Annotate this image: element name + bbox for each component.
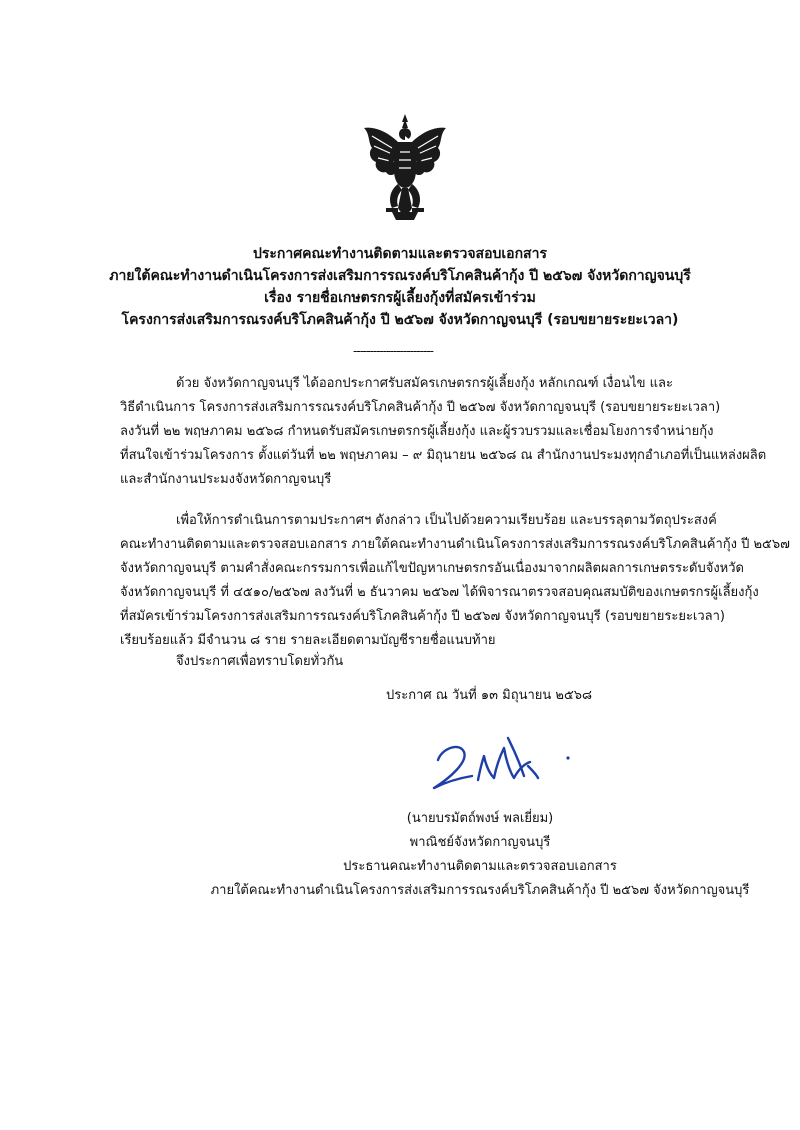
garuda-emblem-icon — [362, 112, 448, 222]
paragraph-1-line: ด้วย จังหวัดกาญจนบุรี ได้ออกประกาศรับสมัครเกษตรกรผู้เลี้ยงกุ้ง หลักเกณฑ์ เงื่อนไข และ — [176, 376, 673, 391]
paragraph-2-line: จังหวัดกาญจนบุรี ตามคำสั่งคณะกรรมการเพื่อแก้ไขปัญหาเกษตรกรอันเนื่องมาจากผลิตผลการเกษตรระดับจังหวัด — [120, 561, 744, 576]
paragraph-1 — [120, 372, 767, 492]
title-line-4: โครงการส่งเสริมการณรงค์บริโภคสินค้ากุ้ง ปี ๒๕๖๗ จังหวัดกาญจนบุรี (รอบขยายระยะเวลา) — [121, 312, 679, 328]
paragraph-2-line: คณะทำงานติดตามและตรวจสอบเอกสาร ภายใต้คณะทำงานดำเนินโครงการส่งเสริมการรณรงค์บริโภคสินค้ากุ้ง ปี ๒๕๖๗ — [120, 537, 790, 552]
title-line-2: ภายใต้คณะทำงานดำเนินโครงการส่งเสริมการรณรงค์บริโภคสินค้ากุ้ง ปี ๒๕๖๗ จังหวัดกาญจนบุรี — [109, 268, 691, 284]
paragraph-2-line: จังหวัดกาญจนบุรี ที่ ๔๕๑๐/๒๕๖๗ ลงวันที่ ๒ ธันวาคม ๒๕๖๗ ได้พิจารณาตรวจสอบคุณสมบัติของเกษตรกรผู้เลี้ยงกุ้ง — [120, 585, 759, 600]
paragraph-2-line: เรียบร้อยแล้ว มีจำนวน ๘ ราย รายละเอียดตามบัญชีรายชื่อแนบท้าย — [120, 633, 496, 648]
paragraph-1-line: วิธีดำเนินการ โครงการส่งเสริมการรณรงค์บริโภคสินค้ากุ้ง ปี ๒๕๖๗ จังหวัดกาญจนบุรี (รอบขยายระยะเวลา) — [120, 400, 721, 415]
handwritten-signature — [420, 720, 580, 796]
signer-position-1: พาณิชย์จังหวัดกาญจนบุรี — [409, 835, 551, 850]
subject-line: เรื่อง รายชื่อเกษตรกรผู้เลี้ยงกุ้งที่สมัครเข้าร่วม — [264, 290, 536, 306]
paragraph-1-line: และสำนักงานประมงจังหวัดกาญจนบุรี — [120, 472, 332, 487]
paragraph-2 — [120, 509, 790, 653]
paragraph-2-line: เพื่อให้การดำเนินการตามประกาศฯ ดังกล่าว เป็นไปด้วยความเรียบร้อย และบรรลุตามวัตถุประสงค์ — [176, 513, 717, 528]
title-line-1: ประกาศคณะทำงานติดตามและตรวจสอบเอกสาร — [253, 246, 547, 262]
announcement-date: ประกาศ ณ วันที่ ๑๓ มิถุนายน ๒๕๖๘ — [386, 688, 593, 703]
signer-position-2: ประธานคณะทำงานติดตามและตรวจสอบเอกสาร — [343, 859, 617, 874]
title-separator: ------------------------ — [353, 344, 433, 358]
signer-position-3: ภายใต้คณะทำงานดำเนินโครงการส่งเสริมการรณรงค์บริโภคสินค้ากุ้ง ปี ๒๕๖๗ จังหวัดกาญจนบุรี — [210, 883, 750, 898]
signer-name: (นายบรมัตถ์พงษ์ พลเยี่ยม) — [406, 811, 554, 826]
closing-statement: จึงประกาศเพื่อทราบโดยทั่วกัน — [176, 654, 344, 669]
signer-block — [210, 807, 750, 903]
paragraph-1-line: ที่สนใจเข้าร่วมโครงการ ตั้งแต่วันที่ ๒๒ พฤษภาคม – ๙ มิถุนายน ๒๕๖๘ ณ สำนักงานประมงทุกอำเภอที่เป็นแหล่งผลิต — [120, 448, 767, 463]
announcement-title — [80, 243, 720, 331]
paragraph-1-line: ลงวันที่ ๒๒ พฤษภาคม ๒๕๖๘ กำหนดรับสมัครเกษตรกรผู้เลี้ยงกุ้ง และผู้รวบรวมและเชื่อมโยงการจำหน่ายกุ้ง — [120, 424, 714, 439]
paragraph-2-line: ที่สมัครเข้าร่วมโครงการส่งเสริมการรณรงค์บริโภคสินค้ากุ้ง ปี ๒๕๖๗ จังหวัดกาญจนบุรี (รอบขยายระยะเวลา) — [120, 609, 726, 624]
